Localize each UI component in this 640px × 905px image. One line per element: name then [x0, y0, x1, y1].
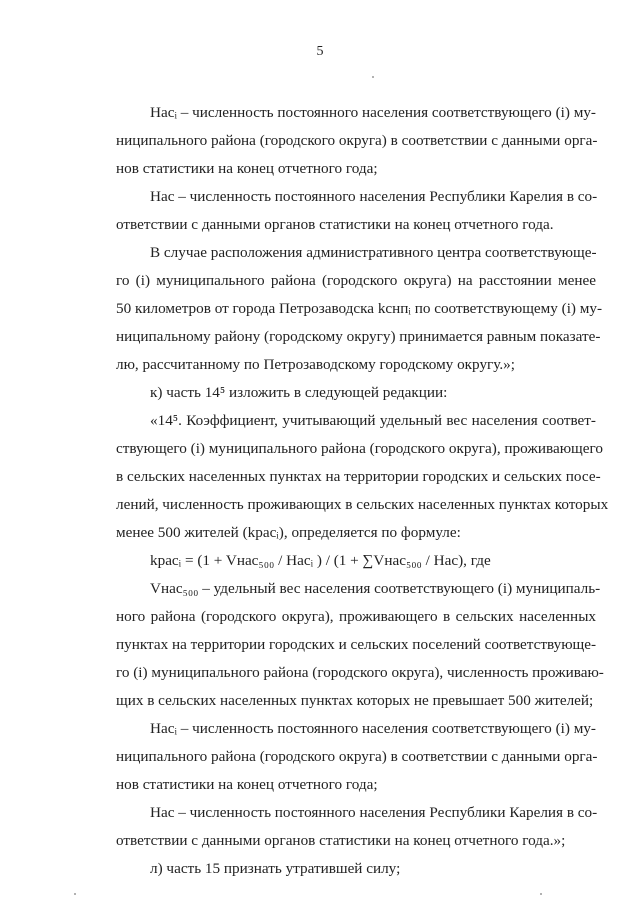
paragraph-line: Насᵢ – численность постоянного населения соответствующего (i) му-	[150, 104, 596, 121]
paragraph-line: лений, численность проживающих в сельских населенных пунктах которых	[116, 496, 609, 513]
paragraph-line: го (i) муниципального района (городского округа) на расстоянии менее	[116, 272, 596, 289]
paragraph-line: ного района (городского округа), проживающего в сельских населенных	[116, 608, 596, 625]
paragraph-line: щих в сельских населенных пунктах которых не превышает 500 жителей;	[116, 692, 594, 709]
paragraph-line: ниципального района (городского округа) в соответствии с данными орга-	[116, 132, 598, 149]
paragraph-line: пунктах на территории городских и сельских поселений соответствующе-	[116, 636, 597, 653]
paragraph-line: менее 500 жителей (kрасᵢ), определяется по формуле:	[116, 524, 461, 541]
paragraph-line: Vнас₅₀₀ – удельный вес населения соответствующего (i) муниципаль-	[150, 580, 601, 597]
paragraph-line: ответствии с данными органов статистики на конец отчетного года.»;	[116, 832, 566, 849]
paragraph-line: нов статистики на конец отчетного года;	[116, 160, 378, 177]
paragraph-line: нов статистики на конец отчетного года;	[116, 776, 378, 793]
scan-speck	[540, 893, 542, 895]
paragraph-line: ниципального района (городского округа) в соответствии с данными орга-	[116, 748, 598, 765]
paragraph-line: В случае расположения административного центра соответствующе-	[150, 244, 597, 261]
paragraph-line: лю, рассчитанному по Петрозаводскому городскому округу.»;	[116, 356, 515, 373]
amendment-item-k: к) часть 14⁵ изложить в следующей редакции:	[150, 384, 448, 401]
page-number: 5	[316, 44, 324, 59]
paragraph-line: Нас – численность постоянного населения Республики Карелия в со-	[150, 188, 598, 205]
paragraph-line: Насᵢ – численность постоянного населения соответствующего (i) му-	[150, 720, 596, 737]
formula: kрасᵢ = (1 + Vнас₅₀₀ / Насᵢ ) / (1 + ∑Vнас₅₀₀ / Нас), где	[150, 552, 491, 569]
amendment-item-l: л) часть 15 признать утратившей силу;	[150, 860, 401, 877]
paragraph-line: ответствии с данными органов статистики на конец отчетного года.	[116, 216, 554, 233]
paragraph-line: «14⁵. Коэффициент, учитывающий удельный вес населения соответ-	[150, 412, 596, 429]
scan-speck	[372, 76, 374, 78]
paragraph-line: Нас – численность постоянного населения Республики Карелия в со-	[150, 804, 598, 821]
paragraph-line: в сельских населенных пунктах на территории городских и сельских посе-	[116, 468, 601, 485]
paragraph-line: ствующего (i) муниципального района (городского округа), проживающего	[116, 440, 603, 457]
paragraph-line: 50 километров от города Петрозаводска kснпᵢ по соответствующему (i) му-	[116, 300, 603, 317]
paragraph-line: ниципальному району (городскому округу) принимается равным показате-	[116, 328, 601, 345]
paragraph-line: го (i) муниципального района (городского округа), численность проживаю-	[116, 664, 604, 681]
scan-speck	[74, 893, 76, 895]
